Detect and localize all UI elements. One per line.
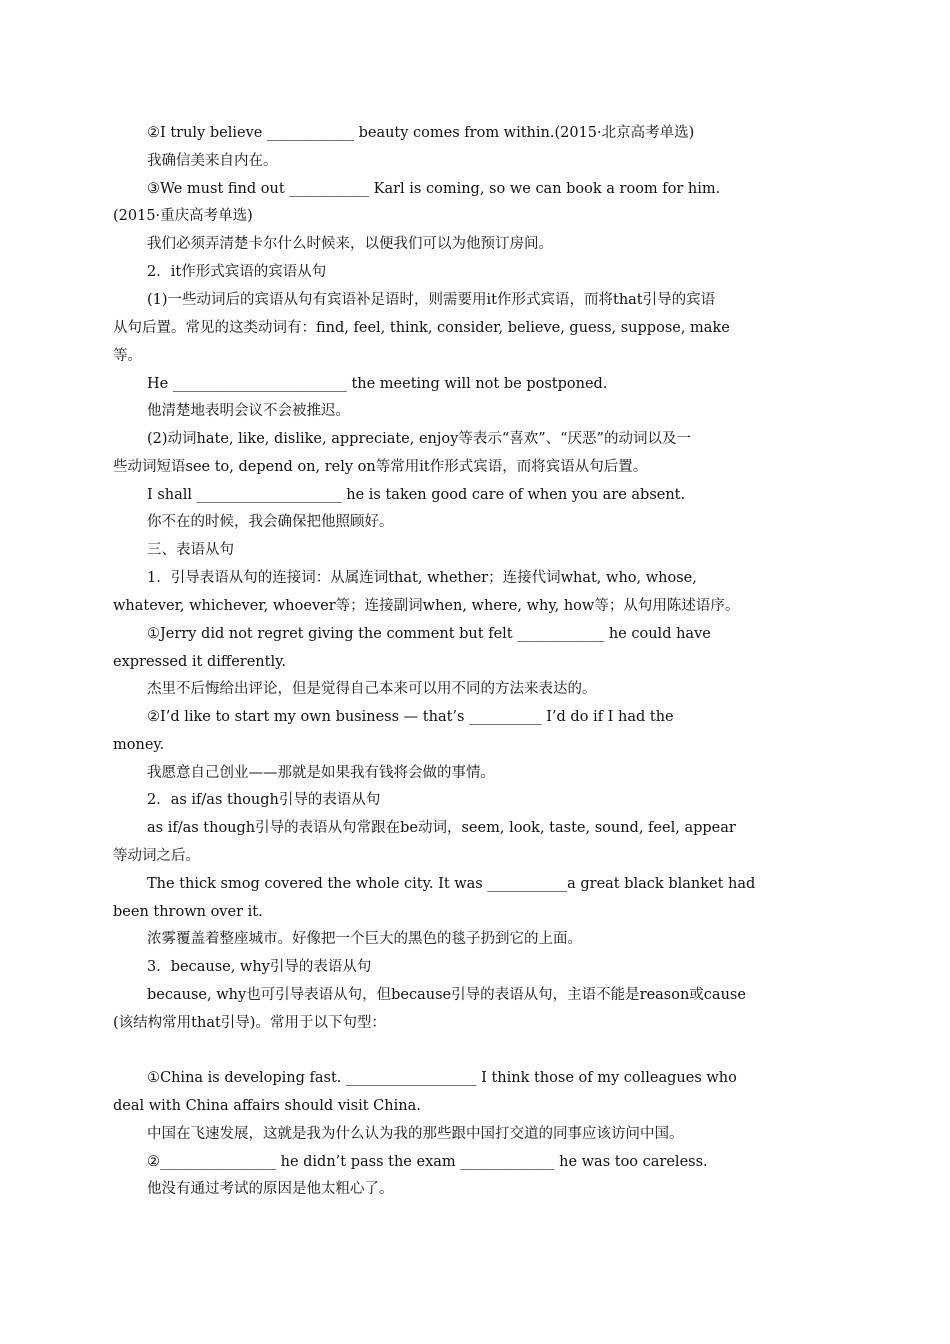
section-heading: 3．because, why引导的表语从句 <box>147 959 372 975</box>
text-line: (2015·重庆高考单选) <box>113 208 253 224</box>
text-line: 1．引导表语从句的连接词：从属连词that, whether；连接代词what, who, whose, <box>147 570 697 586</box>
text-line: 等动词之后。 <box>113 848 200 864</box>
text-line: deal with China affairs should visit China. <box>113 1098 421 1114</box>
text-line: 浓雾覆盖着整座城市。好像把一个巨大的黑色的毯子扔到它的上面。 <box>147 931 582 947</box>
text-line: He ________________________ the meeting will not be postponed. <box>147 376 608 392</box>
text-line: 杰里不后悔给出评论，但是觉得自己本来可以用不同的方法来表达的。 <box>147 681 597 697</box>
text-line: 他清楚地表明会议不会被推迟。 <box>147 403 350 419</box>
text-line: 从句后置。常见的这类动词有：find, feel, think, consider, believe, guess, suppose, make <box>113 320 730 336</box>
text-line: ②I truly believe ____________ beauty comes from within.(2015·北京高考单选) <box>147 125 695 141</box>
text-line: ②________________ he didn’t pass the exam _____________ he was too careless. <box>147 1154 708 1170</box>
text-line: because, why也可引导表语从句，但because引导的表语从句，主语不能是reason或cause <box>147 987 746 1003</box>
text-line: (2)动词hate, like, dislike, appreciate, enjoy等表示“喜欢”、“厌恶”的动词以及一 <box>147 431 691 447</box>
text-line: ①Jerry did not regret giving the comment but felt ____________ he could have <box>147 626 711 642</box>
text-line: been thrown over it. <box>113 904 263 920</box>
text-line: ②I’d like to start my own business — that’s __________ I’d do if I had the <box>147 709 674 725</box>
text-line: 等。 <box>113 348 142 364</box>
text-line: 我们必须弄清楚卡尔什么时候来，以便我们可以为他预订房间。 <box>147 236 553 252</box>
text-line: 他没有通过考试的原因是他太粗心了。 <box>147 1181 394 1197</box>
text-line: as if/as though引导的表语从句常跟在be动词，seem, look, taste, sound, feel, appear <box>147 820 736 836</box>
text-line: ③We must find out ___________ Karl is coming, so we can book a room for him. <box>147 181 721 197</box>
text-line: 我愿意自己创业——那就是如果我有钱将会做的事情。 <box>147 765 495 781</box>
text-line: 些动词短语see to, depend on, rely on等常用it作形式宾语，而将宾语从句后置。 <box>113 459 648 475</box>
text-line: money. <box>113 737 165 753</box>
section-heading: 2．it作形式宾语的宾语从句 <box>147 264 327 280</box>
section-heading: 三、表语从句 <box>147 542 234 558</box>
text-line: ①China is developing fast. __________________ I think those of my colleagues who <box>147 1070 737 1086</box>
text-line: 中国在飞速发展，这就是我为什么认为我的那些跟中国打交道的同事应该访问中国。 <box>147 1126 684 1142</box>
text-line: (1)一些动词后的宾语从句有宾语补足语时，则需要用it作形式宾语，而将that引导的宾语 <box>147 292 716 308</box>
text-line: 我确信美来自内在。 <box>147 153 278 169</box>
section-heading: 2．as if/as though引导的表语从句 <box>147 792 381 808</box>
text-line: The thick smog covered the whole city. It was ___________a great black blanket had <box>147 876 756 892</box>
text-line: whatever, whichever, whoever等；连接副词when, where, why, how等；从句用陈述语序。 <box>113 598 740 614</box>
text-line: (该结构常用that引导)。常用于以下句型： <box>113 1015 386 1031</box>
text-line: I shall ____________________ he is taken good care of when you are absent. <box>147 487 686 503</box>
text-line: expressed it differently. <box>113 654 286 670</box>
text-line: 你不在的时候，我会确保把他照顾好。 <box>147 514 394 530</box>
